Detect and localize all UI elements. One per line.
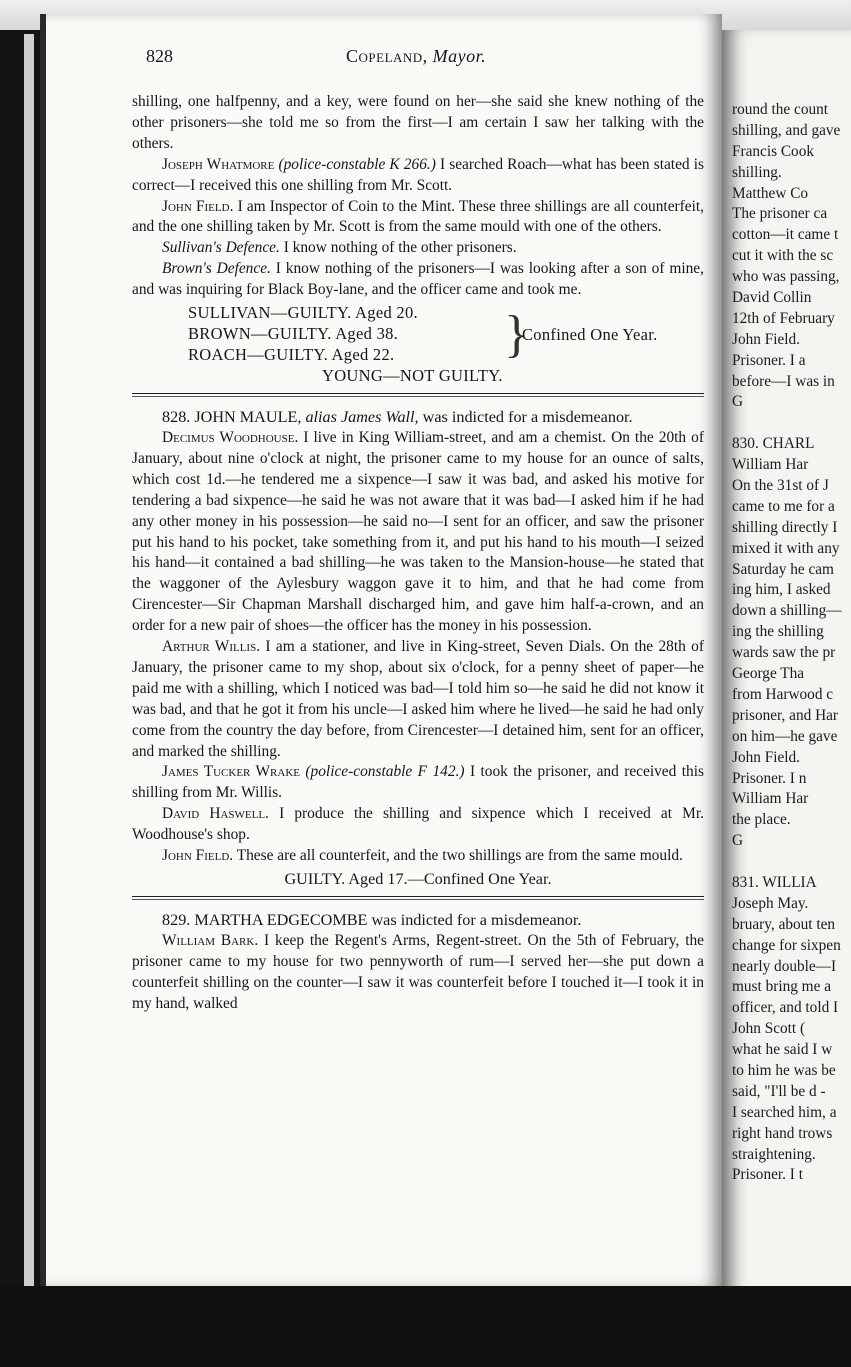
case-heading: 829. MARTHA EDGECOMBE was indicted for a misdemeanor. <box>162 910 582 929</box>
right-page-line: cut it with the sc <box>732 247 834 265</box>
verdict-line: BROWN—GUILTY. Aged 38. <box>188 324 399 344</box>
right-page-line: I searched him, a <box>732 1103 837 1121</box>
document-body <box>132 92 704 1014</box>
witness-name: John Field. <box>162 847 234 865</box>
defence-label: Sullivan's Defence. <box>162 239 280 257</box>
running-head <box>346 46 486 67</box>
testimony: I live in King William-street, and am a chemist. On the 20th of January, about nine o'clock at night, the prisoner came to my house for an ounce of salts, which cost 1d.—he tendered me a sixpence—I saw it was bad, and asked his motive for tendering a bad sixpence—he said he was not aware that it was bad—I asked him if he had any other money in his possession—he said no—I sent for an officer, and saw the prisoner put his hand to his pocket, take something from it, and put his hand to his mouth—I seized his hand—it contained a bad shilling—he was taken to the Mansion-house—he stated that the waggoner of the Aylesbury waggon gave it to him, and that he had come from Cirencester—Sir Chapman Marshall discharged him, and gave him half-a-crown, and an order for a new pair of shoes—the officer has the money in his possession. <box>132 428 704 635</box>
right-page-line: 830. CHARL <box>732 435 815 453</box>
paragraph <box>132 846 704 867</box>
witness-name: John Field. <box>162 197 234 215</box>
case-heading <box>132 407 704 428</box>
testimony: I know nothing of the prisoners—I was looking after a son of mine, and was inquiring for Black Boy-lane, and the officer came and took me. <box>132 260 704 299</box>
scan-bottom-band <box>0 1286 851 1367</box>
testimony: I searched Roach—what has been stated is correct—I received this one shilling from Mr. Scott. <box>132 155 704 194</box>
paragraph <box>132 197 704 239</box>
right-page-line: John Field. <box>732 330 800 348</box>
witness-name: Arthur Willis. <box>162 638 261 656</box>
testimony: I took the prisoner, and received this shilling from Mr. Willis. <box>132 763 704 802</box>
witness-name: Decimus Woodhouse. <box>162 428 299 446</box>
right-page-line: who was passing, <box>732 268 840 286</box>
right-page-line: bruary, about ten <box>732 915 836 933</box>
right-page-line: before—I was in <box>732 372 835 390</box>
right-page-line: G <box>732 393 744 411</box>
verdict-line: ROACH—GUILTY. Aged 22. <box>188 345 395 365</box>
paragraph <box>132 804 704 846</box>
testimony: I produce the shilling and sixpence which I received at Mr. Woodhouse's shop. <box>132 805 704 844</box>
right-page-line: John Field. <box>732 748 800 766</box>
right-page-line: George Tha <box>732 665 805 683</box>
right-page-line: officer, and told I <box>732 999 839 1017</box>
section-divider <box>132 896 704 900</box>
right-page-line: Prisoner. I a <box>732 351 806 369</box>
right-page-line: to him he was be <box>732 1061 836 1079</box>
right-page-line: from Harwood c <box>732 685 834 703</box>
right-page-text <box>732 100 851 1186</box>
right-page-line: Prisoner. I t <box>732 1166 803 1184</box>
testimony: These are all counterfeit, and the two shillings are from the same mould. <box>236 847 683 865</box>
right-page-line: William Har <box>732 456 809 474</box>
testimony: I am Inspector of Coin to the Mint. These three shillings are all counterfeit, and the one shilling taken by Mr. Scott is from the same mould with one of the others. <box>132 197 705 236</box>
case-alias: alias James Wall, <box>305 408 419 427</box>
right-page-line: G <box>732 832 744 850</box>
testimony: I keep the Regent's Arms, Regent-street. On the 5th of February, the prisoner came to my house for two pennyworth of rum—I served her—she put down a counterfeit shilling on the counter—I saw it was counterfeit before I touched it—I took it in my hand, walked <box>132 931 704 1012</box>
paragraph <box>132 238 704 259</box>
paragraph <box>132 931 704 1015</box>
right-page-line <box>732 852 851 873</box>
right-page-line: must bring me a <box>732 978 831 996</box>
right-page-line: the place. <box>732 811 791 829</box>
right-page-line: mixed it with any <box>732 539 840 557</box>
witness-name: William Bark. <box>162 931 259 949</box>
right-page-line: down a shilling— <box>732 602 842 620</box>
right-page-line: said, "I'll be d - <box>732 1082 826 1100</box>
right-page-line: 12th of February <box>732 309 835 327</box>
testimony: I am a stationer, and live in King-street, Seven Dials. On the 28th of January, the prisoner came to my shop, about six o'clock, for a penny sheet of paper—he paid me with a shilling, which I noticed was bad—I told him so—he said he did not know it was bad, and that he got it from his uncle—I asked him where he lived—he said he had only come from the country the day before, from Cirencester—I detained him, sent for an officer, and marked the shilling. <box>132 638 704 760</box>
witness-name: Joseph Whatmore <box>162 155 275 173</box>
paragraph <box>132 762 704 804</box>
paragraph <box>132 259 704 301</box>
right-page-line: On the 31st of J <box>732 477 829 495</box>
right-page-line: prisoner, and Har <box>732 706 839 724</box>
right-page-line: Prisoner. I n <box>732 769 807 787</box>
defence-label: Brown's Defence. <box>162 260 271 278</box>
running-head-name: Copeland, <box>346 46 428 66</box>
verdict-block <box>132 303 704 387</box>
right-page-line: what he said I w <box>732 1041 833 1059</box>
right-page-line: ing him, I asked <box>732 581 831 599</box>
right-page-line: shilling directly I <box>732 518 838 536</box>
right-page-line: The prisoner ca <box>732 205 828 223</box>
witness-name: James Tucker Wrake <box>162 763 300 781</box>
right-page-line: straightening. <box>732 1145 816 1163</box>
right-page-line: cotton—it came t <box>732 226 839 244</box>
right-page-line: 831. WILLIA <box>732 873 817 891</box>
right-page-line: right hand trows <box>732 1124 833 1142</box>
right-page-line: shilling. <box>732 163 782 181</box>
right-page-line: John Scott ( <box>732 1020 806 1038</box>
right-page-line: on him—he gave <box>732 727 838 745</box>
page-number: 828 <box>146 46 173 66</box>
witness-role: (police-constable F 142.) <box>305 763 465 781</box>
right-page-line: came to me for a <box>732 497 835 515</box>
running-head-title: Mayor. <box>432 46 487 66</box>
verdict-line: GUILTY. Aged 17.—Confined One Year. <box>284 870 552 888</box>
right-page-line: William Har <box>732 790 809 808</box>
right-page-line: nearly double—I <box>732 957 837 975</box>
witness-role: (police-constable K 266.) <box>278 155 436 173</box>
right-page <box>722 30 851 1330</box>
right-page-line: change for sixpen <box>732 936 841 954</box>
right-page-line: ing the shilling <box>732 623 824 641</box>
paragraph <box>132 637 704 762</box>
witness-name: David Haswell. <box>162 805 269 823</box>
right-page-line: shilling, and gave <box>732 121 841 139</box>
case-number: 828. JOHN MAULE, <box>162 408 302 427</box>
paragraph <box>132 155 704 197</box>
verdict-line: SULLIVAN—GUILTY. Aged 20. <box>188 303 418 323</box>
page-header <box>96 46 702 72</box>
right-page-line: round the count <box>732 101 829 118</box>
right-page-line: Francis Cook <box>732 142 815 160</box>
paragraph: shilling, one halfpenny, and a key, were found on her—she said she knew nothing of the other prisoners—she told me so from the first—I am certain I saw her talking with the others. <box>132 93 704 152</box>
testimony: I know nothing of the other prisoners. <box>283 239 517 257</box>
case-charge: was indicted for a misdemeanor. <box>422 408 633 427</box>
brace-glyph: } <box>504 306 530 364</box>
right-page-line: Saturday he cam <box>732 560 834 578</box>
right-page-line: Joseph May. <box>732 894 809 912</box>
right-page-line: Matthew Co <box>732 184 809 202</box>
section-divider <box>132 393 704 397</box>
paragraph <box>132 428 704 637</box>
right-page-line <box>732 413 851 434</box>
right-page-line: David Collin <box>732 289 812 307</box>
sentence: Confined One Year. <box>522 325 658 345</box>
verdict-line: YOUNG—NOT GUILTY. <box>322 366 503 386</box>
right-page-line: wards saw the pr <box>732 644 836 662</box>
